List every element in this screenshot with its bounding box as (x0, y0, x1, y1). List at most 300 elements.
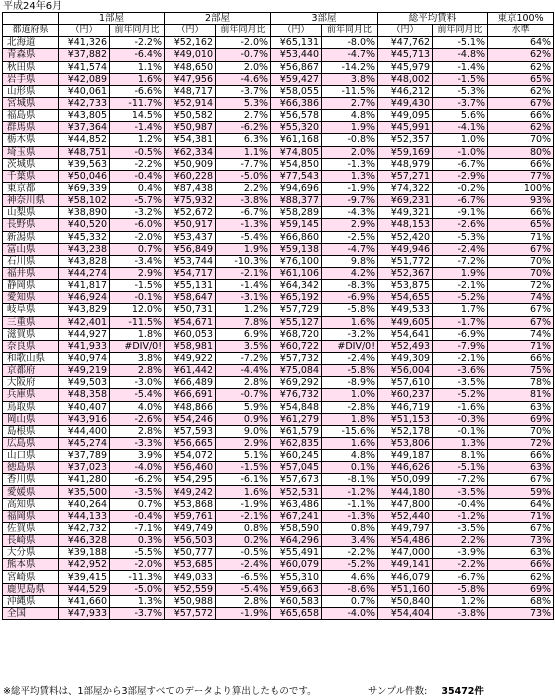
value-cell: -3.5% (110, 486, 165, 498)
value-cell: ¥38,890 (59, 207, 110, 219)
value-cell: ¥46,924 (59, 292, 110, 304)
value-cell: ¥48,358 (59, 389, 110, 401)
value-cell: ¥58,590 (271, 522, 322, 534)
value-cell: 71% (488, 340, 554, 352)
value-cell: ¥50,099 (378, 474, 433, 486)
header-row-top (3, 13, 554, 25)
table-row (3, 280, 554, 292)
prefecture-cell: 宮崎県 (3, 571, 59, 583)
value-cell: -6.7% (433, 158, 488, 170)
value-cell: -2.4% (433, 243, 488, 255)
value-cell: -4.7% (322, 243, 378, 255)
value-cell: -2.6% (433, 219, 488, 231)
value-cell: 62% (488, 571, 554, 583)
value-cell: ¥40,407 (59, 401, 110, 413)
value-cell: ¥55,127 (271, 316, 322, 328)
prefecture-cell: 全国 (3, 607, 59, 619)
value-cell: ¥76,100 (271, 255, 322, 267)
value-cell: ¥49,797 (378, 522, 433, 534)
prefecture-cell: 秋田県 (3, 61, 59, 73)
value-cell: 0.1% (322, 462, 378, 474)
value-cell: -5.7% (110, 195, 165, 207)
value-cell: ¥66,860 (271, 231, 322, 243)
value-cell: -1.4% (110, 122, 165, 134)
value-cell: ¥65,658 (271, 607, 322, 619)
value-cell: -8.0% (322, 37, 378, 49)
value-cell: ¥42,089 (59, 73, 110, 85)
value-cell: -6.6% (110, 85, 165, 97)
value-cell: 5.6% (433, 110, 488, 122)
value-cell: ¥58,981 (165, 340, 216, 352)
value-cell: 9.0% (216, 425, 271, 437)
table-row (3, 535, 554, 547)
value-cell: -4.0% (322, 607, 378, 619)
value-cell: -6.9% (322, 292, 378, 304)
value-cell: 59% (488, 486, 554, 498)
prefecture-cell: 岡山県 (3, 413, 59, 425)
prefecture-cell: 山形県 (3, 85, 59, 97)
value-cell: 0.8% (322, 522, 378, 534)
value-cell: ¥56,867 (271, 61, 322, 73)
table-row (3, 207, 554, 219)
value-cell: ¥60,079 (271, 559, 322, 571)
value-cell: -11.7% (110, 97, 165, 109)
value-cell: ¥54,717 (165, 267, 216, 279)
value-cell: ¥54,850 (271, 158, 322, 170)
value-cell: ¥46,079 (378, 571, 433, 583)
value-cell: -15.6% (322, 425, 378, 437)
value-cell: ¥57,271 (378, 170, 433, 182)
value-cell: 63% (488, 462, 554, 474)
value-cell: ¥56,503 (165, 535, 216, 547)
value-cell: ¥49,749 (165, 522, 216, 534)
value-cell: -1.9% (216, 498, 271, 510)
value-cell: 2.0% (216, 61, 271, 73)
value-cell: 67% (488, 316, 554, 328)
value-cell: ¥50,988 (165, 595, 216, 607)
value-cell: -5.1% (433, 37, 488, 49)
value-cell: -2.1% (216, 267, 271, 279)
value-cell: -4.0% (110, 462, 165, 474)
value-cell: 65% (488, 219, 554, 231)
value-cell: ¥59,138 (271, 243, 322, 255)
value-cell: ¥87,438 (165, 182, 216, 194)
value-cell: 1.2% (433, 595, 488, 607)
value-cell: ¥45,332 (59, 231, 110, 243)
prefecture-cell: 群馬県 (3, 122, 59, 134)
value-cell: ¥53,440 (271, 49, 322, 61)
value-cell: ¥48,153 (378, 219, 433, 231)
value-cell: 2.9% (322, 219, 378, 231)
value-cell: ¥43,916 (59, 413, 110, 425)
value-cell: 2.7% (322, 97, 378, 109)
prefecture-cell: 北海道 (3, 37, 59, 49)
value-cell: -1.9% (216, 607, 271, 619)
value-cell: 69% (488, 583, 554, 595)
value-cell: -0.4% (110, 170, 165, 182)
value-cell: ¥55,310 (271, 571, 322, 583)
value-cell: -6.2% (216, 122, 271, 134)
value-cell: ¥40,264 (59, 498, 110, 510)
value-cell: 1.6% (110, 73, 165, 85)
value-cell: ¥40,061 (59, 85, 110, 97)
value-cell: ¥52,914 (165, 97, 216, 109)
value-cell: 74% (488, 292, 554, 304)
value-cell: ¥59,761 (165, 510, 216, 522)
header-tokyo-index: 東京100% (488, 13, 554, 25)
value-cell: ¥41,326 (59, 37, 110, 49)
value-cell: -3.2% (322, 328, 378, 340)
value-cell: ¥76,732 (271, 389, 322, 401)
value-cell: ¥49,430 (378, 97, 433, 109)
value-cell: ¥44,274 (59, 267, 110, 279)
table-row (3, 37, 554, 49)
value-cell: -14.2% (322, 61, 378, 73)
value-cell: -4.7% (322, 49, 378, 61)
value-cell: ¥75,084 (271, 365, 322, 377)
value-cell: 64% (488, 498, 554, 510)
table-row (3, 61, 554, 73)
value-cell: 66% (488, 559, 554, 571)
value-cell: -6.1% (216, 474, 271, 486)
subheader-total-yen: （円） (378, 25, 433, 37)
value-cell: -11.5% (110, 316, 165, 328)
value-cell: ¥58,647 (165, 292, 216, 304)
value-cell: -3.8% (433, 607, 488, 619)
value-cell: ¥44,133 (59, 510, 110, 522)
value-cell: -5.3% (433, 85, 488, 97)
value-cell: 5.1% (216, 450, 271, 462)
value-cell: 74% (488, 328, 554, 340)
rent-table-body (3, 13, 554, 620)
value-cell: 1.7% (433, 304, 488, 316)
value-cell: ¥41,280 (59, 474, 110, 486)
value-cell: ¥50,046 (59, 170, 110, 182)
value-cell: ¥74,322 (378, 182, 433, 194)
value-cell: 6.3% (216, 134, 271, 146)
prefecture-cell: 岐阜県 (3, 304, 59, 316)
value-cell: 72% (488, 437, 554, 449)
value-cell: ¥53,875 (378, 280, 433, 292)
value-cell: -2.2% (322, 547, 378, 559)
value-cell: 1.9% (216, 243, 271, 255)
value-cell: -5.4% (216, 231, 271, 243)
value-cell: -6.5% (216, 571, 271, 583)
value-cell: -3.4% (110, 255, 165, 267)
prefecture-cell: 神奈川県 (3, 195, 59, 207)
table-row (3, 365, 554, 377)
value-cell: -3.6% (433, 365, 488, 377)
value-cell: 1.0% (322, 389, 378, 401)
header-blank (3, 13, 59, 25)
value-cell: ¥59,663 (271, 583, 322, 595)
table-row (3, 547, 554, 559)
value-cell: ¥41,933 (59, 340, 110, 352)
value-cell: ¥49,242 (165, 486, 216, 498)
prefecture-cell: 沖縄県 (3, 595, 59, 607)
value-cell: -2.1% (216, 510, 271, 522)
value-cell: 62% (488, 85, 554, 97)
value-cell: ¥60,245 (271, 450, 322, 462)
table-row (3, 571, 554, 583)
value-cell: -7.2% (433, 255, 488, 267)
value-cell: ¥42,733 (59, 97, 110, 109)
value-cell: -1.1% (322, 498, 378, 510)
value-cell: -9.1% (433, 207, 488, 219)
value-cell: -3.5% (433, 377, 488, 389)
value-cell: ¥45,991 (378, 122, 433, 134)
value-cell: ¥52,357 (378, 134, 433, 146)
table-row (3, 510, 554, 522)
value-cell: ¥68,720 (271, 328, 322, 340)
value-cell: -1.4% (216, 280, 271, 292)
table-row (3, 85, 554, 97)
value-cell: ¥54,072 (165, 450, 216, 462)
value-cell: ¥54,671 (165, 316, 216, 328)
value-cell: 67% (488, 97, 554, 109)
value-cell: 81% (488, 389, 554, 401)
prefecture-cell: 岩手県 (3, 73, 59, 85)
value-cell: ¥52,367 (378, 267, 433, 279)
value-cell: -5.5% (110, 547, 165, 559)
value-cell: ¥54,404 (378, 607, 433, 619)
value-cell: 73% (488, 535, 554, 547)
table-row (3, 498, 554, 510)
value-cell: ¥50,777 (165, 547, 216, 559)
value-cell: ¥74,805 (271, 146, 322, 158)
value-cell: -1.9% (322, 182, 378, 194)
value-cell: -3.2% (110, 207, 165, 219)
prefecture-cell: 島根県 (3, 425, 59, 437)
value-cell: ¥60,228 (165, 170, 216, 182)
value-cell: ¥41,817 (59, 280, 110, 292)
table-row (3, 340, 554, 352)
value-cell: ¥54,486 (378, 535, 433, 547)
table-row (3, 437, 554, 449)
subheader-total-yoy: 前年同月比 (433, 25, 488, 37)
value-cell: ¥46,328 (59, 535, 110, 547)
value-cell: 1.2% (110, 134, 165, 146)
prefecture-cell: 新潟県 (3, 231, 59, 243)
value-cell: ¥56,004 (378, 365, 433, 377)
subheader-prefecture: 都道府県 (3, 25, 59, 37)
value-cell: ¥44,529 (59, 583, 110, 595)
value-cell: ¥37,789 (59, 450, 110, 462)
value-cell: ¥39,188 (59, 547, 110, 559)
value-cell: -6.7% (433, 571, 488, 583)
value-cell: 0.2% (216, 535, 271, 547)
table-row (3, 583, 554, 595)
value-cell: -6.0% (110, 219, 165, 231)
value-cell: ¥69,339 (59, 182, 110, 194)
value-cell: -2.6% (110, 413, 165, 425)
value-cell: ¥47,956 (165, 73, 216, 85)
value-cell: -8.9% (322, 377, 378, 389)
prefecture-cell: 兵庫県 (3, 389, 59, 401)
table-row (3, 377, 554, 389)
value-cell: -6.9% (433, 328, 488, 340)
subheader-2room-yoy: 前年同月比 (216, 25, 271, 37)
value-cell: ¥66,691 (165, 389, 216, 401)
value-cell: 2.2% (433, 535, 488, 547)
value-cell: ¥59,145 (271, 219, 322, 231)
value-cell: 0.9% (216, 413, 271, 425)
value-cell: 2.9% (110, 267, 165, 279)
value-cell: -1.3% (216, 219, 271, 231)
prefecture-cell: 長野県 (3, 219, 59, 231)
value-cell: ¥45,713 (378, 49, 433, 61)
value-cell: 4.2% (322, 267, 378, 279)
value-cell: ¥46,626 (378, 462, 433, 474)
prefecture-cell: 三重県 (3, 316, 59, 328)
value-cell: -2.5% (322, 231, 378, 243)
value-cell: 70% (488, 134, 554, 146)
header-3room: 3部屋 (271, 13, 378, 25)
table-row (3, 595, 554, 607)
value-cell: ¥69,292 (271, 377, 322, 389)
table-row (3, 474, 554, 486)
value-cell: 1.6% (322, 316, 378, 328)
prefecture-cell: 青森県 (3, 49, 59, 61)
value-cell: -3.8% (216, 195, 271, 207)
value-cell: ¥44,180 (378, 486, 433, 498)
sample-label: サンプル件数: (368, 686, 428, 697)
header-2room: 2部屋 (165, 13, 271, 25)
value-cell: 68% (488, 595, 554, 607)
value-cell: -2.2% (110, 158, 165, 170)
value-cell: ¥49,187 (378, 450, 433, 462)
prefecture-cell: 大分県 (3, 547, 59, 559)
value-cell: #DIV/0! (110, 340, 165, 352)
value-cell: -1.3% (322, 510, 378, 522)
value-cell: ¥37,364 (59, 122, 110, 134)
value-cell: ¥49,503 (59, 377, 110, 389)
value-cell: ¥49,321 (378, 207, 433, 219)
value-cell: -5.4% (110, 389, 165, 401)
value-cell: -0.5% (216, 547, 271, 559)
value-cell: ¥50,582 (165, 110, 216, 122)
value-cell: 63% (488, 547, 554, 559)
table-row (3, 170, 554, 182)
prefecture-cell: 広島県 (3, 437, 59, 449)
value-cell: 2.0% (322, 146, 378, 158)
value-cell: 0.7% (110, 243, 165, 255)
value-cell: -2.9% (433, 170, 488, 182)
header-row-sub (3, 25, 554, 37)
value-cell: 70% (488, 255, 554, 267)
value-cell: -2.2% (433, 559, 488, 571)
value-cell: ¥55,320 (271, 122, 322, 134)
value-cell: ¥51,160 (378, 583, 433, 595)
value-cell: ¥48,002 (378, 73, 433, 85)
table-row (3, 425, 554, 437)
value-cell: -0.4% (433, 498, 488, 510)
value-cell: ¥57,045 (271, 462, 322, 474)
prefecture-cell: 愛知県 (3, 292, 59, 304)
table-row (3, 486, 554, 498)
subheader-3room-yoy: 前年同月比 (322, 25, 378, 37)
value-cell: -5.8% (433, 583, 488, 595)
prefecture-cell: 鳥取県 (3, 401, 59, 413)
value-cell: ¥56,460 (165, 462, 216, 474)
value-cell: ¥54,641 (378, 328, 433, 340)
value-cell: -2.1% (433, 280, 488, 292)
value-cell: 77% (488, 170, 554, 182)
value-cell: ¥54,381 (165, 134, 216, 146)
value-cell: 2.8% (110, 365, 165, 377)
value-cell: 1.8% (322, 413, 378, 425)
value-cell: -7.2% (216, 352, 271, 364)
value-cell: 1.9% (322, 122, 378, 134)
prefecture-cell: 大阪府 (3, 377, 59, 389)
value-cell: -1.2% (322, 486, 378, 498)
value-cell: 3.5% (216, 340, 271, 352)
value-cell: -3.9% (433, 547, 488, 559)
prefecture-cell: 奈良県 (3, 340, 59, 352)
sample-info (368, 686, 484, 698)
value-cell: -4.1% (433, 122, 488, 134)
value-cell: 70% (488, 425, 554, 437)
value-cell: -2.0% (216, 37, 271, 49)
value-cell: ¥52,440 (378, 510, 433, 522)
table-row (3, 304, 554, 316)
prefecture-cell: 熊本県 (3, 559, 59, 571)
prefecture-cell: 石川県 (3, 255, 59, 267)
value-cell: 1.9% (433, 267, 488, 279)
value-cell: ¥48,979 (378, 158, 433, 170)
value-cell: -5.3% (433, 231, 488, 243)
value-cell: ¥65,131 (271, 37, 322, 49)
value-cell: -3.3% (110, 437, 165, 449)
value-cell: 63% (488, 401, 554, 413)
value-cell: ¥66,489 (165, 377, 216, 389)
value-cell: -4.4% (216, 365, 271, 377)
header-1room: 1部屋 (59, 13, 165, 25)
value-cell: -2.0% (110, 559, 165, 571)
value-cell: -9.7% (322, 195, 378, 207)
table-row (3, 255, 554, 267)
value-cell: ¥65,192 (271, 292, 322, 304)
value-cell: 62% (488, 61, 554, 73)
value-cell: ¥54,848 (271, 401, 322, 413)
value-cell: -8.3% (322, 280, 378, 292)
value-cell: ¥49,010 (165, 49, 216, 61)
prefecture-cell: 長崎県 (3, 535, 59, 547)
table-row (3, 243, 554, 255)
value-cell: ¥77,543 (271, 170, 322, 182)
value-cell: ¥56,665 (165, 437, 216, 449)
value-cell: 0.7% (110, 498, 165, 510)
table-row (3, 607, 554, 619)
value-cell: -2.4% (216, 559, 271, 571)
value-cell: -5.8% (322, 365, 378, 377)
prefecture-cell: 宮城県 (3, 97, 59, 109)
value-cell: ¥58,102 (59, 195, 110, 207)
value-cell: 3.8% (322, 73, 378, 85)
value-cell: 80% (488, 146, 554, 158)
prefecture-cell: 東京都 (3, 182, 59, 194)
value-cell: 66% (488, 207, 554, 219)
value-cell: ¥61,579 (271, 425, 322, 437)
value-cell: -6.7% (216, 207, 271, 219)
value-cell: ¥42,732 (59, 522, 110, 534)
value-cell: 62% (488, 49, 554, 61)
value-cell: ¥88,377 (271, 195, 322, 207)
value-cell: 3.9% (110, 450, 165, 462)
prefecture-cell: 和歌山県 (3, 352, 59, 364)
value-cell: 1.3% (433, 437, 488, 449)
value-cell: -0.2% (433, 182, 488, 194)
